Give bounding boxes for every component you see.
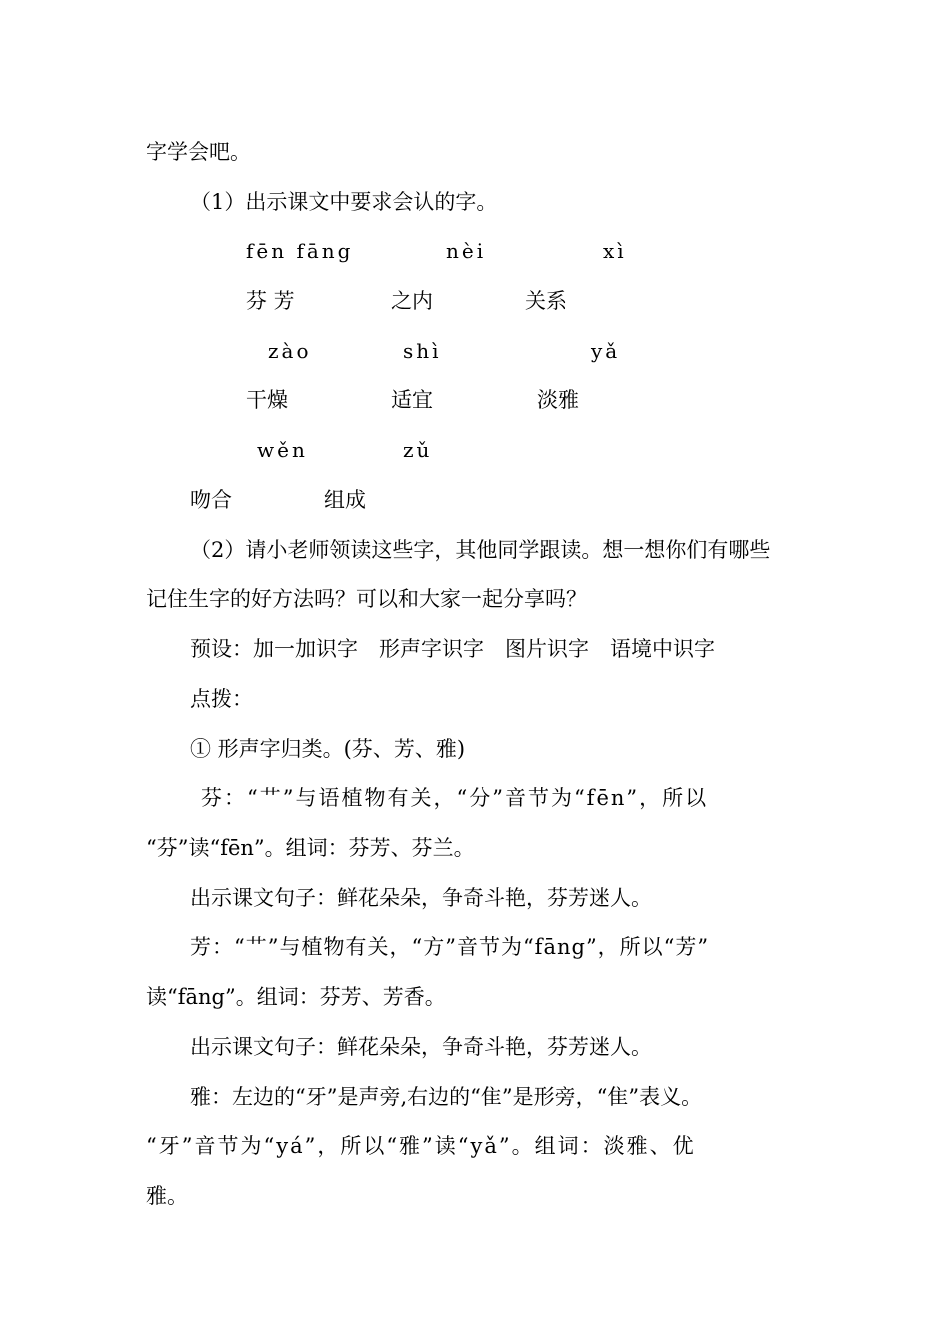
paragraph-ya-line1: 雅：左边的“牙”是声旁,右边的“隹”是形旁，“隹”表义。 <box>190 1085 703 1109</box>
word-wen-he: 吻合 <box>190 488 232 512</box>
paragraph-hint: 点拨： <box>190 687 253 711</box>
paragraph-step2-line1: （2）请小老师领读这些字，其他同学跟读。想一想你们有哪些 <box>190 538 771 562</box>
paragraph-sentence2: 出示课文句子：鲜花朵朵，争奇斗艳，芬芳迷人。 <box>190 1035 652 1059</box>
word-gan-zao: 干燥 <box>246 388 288 412</box>
paragraph-item1: ① 形声字归类。(芬、芳、雅) <box>190 737 466 761</box>
paragraph-intro-tail: 字学会吧。 <box>146 140 251 164</box>
word-shi-yi: 适宜 <box>391 388 433 412</box>
paragraph-fen-line1: 芬：“艹”与语植物有关，“分”音节为“fēn”，所以 <box>201 786 709 810</box>
pinyin-zao: zào <box>268 339 312 363</box>
paragraph-step2-line2: 记住生字的好方法吗？可以和大家一起分享吗？ <box>146 587 587 611</box>
word-guan-xi: 关系 <box>525 289 567 313</box>
paragraph-ya-line2: “牙”音节为“yá”，所以“雅”读“yǎ”。组词：淡雅、优 <box>146 1134 696 1158</box>
pinyin-xi: xì <box>603 239 627 263</box>
pinyin-wen: wěn <box>257 438 308 462</box>
paragraph-fang-line2: 读“fāng”。组词：芬芳、芳香。 <box>146 985 446 1009</box>
word-zu-cheng: 组成 <box>324 488 366 512</box>
pinyin-nei: nèi <box>446 239 487 263</box>
paragraph-preset: 预设：加一加识字 形声字识字 图片识字 语境中识字 <box>190 637 715 661</box>
paragraph-step1: （1）出示课文中要求会认的字。 <box>190 190 498 214</box>
pinyin-zu: zǔ <box>403 438 433 462</box>
pinyin-ya: yǎ <box>591 339 621 363</box>
word-fen-fang: 芬 芳 <box>246 289 295 313</box>
word-zhi-nei: 之内 <box>391 289 433 313</box>
word-dan-ya: 淡雅 <box>537 388 579 412</box>
paragraph-fen-line2: “芬”读“fēn”。组词：芬芳、芬兰。 <box>146 836 475 860</box>
paragraph-sentence1: 出示课文句子：鲜花朵朵，争奇斗艳，芬芳迷人。 <box>190 886 652 910</box>
pinyin-shi: shì <box>403 339 442 363</box>
paragraph-ya-line3: 雅。 <box>146 1184 188 1208</box>
pinyin-fen-fang: fēn fāng <box>246 239 354 263</box>
paragraph-fang-line1: 芳：“艹”与植物有关，“方”音节为“fāng”，所以“芳” <box>190 935 710 959</box>
